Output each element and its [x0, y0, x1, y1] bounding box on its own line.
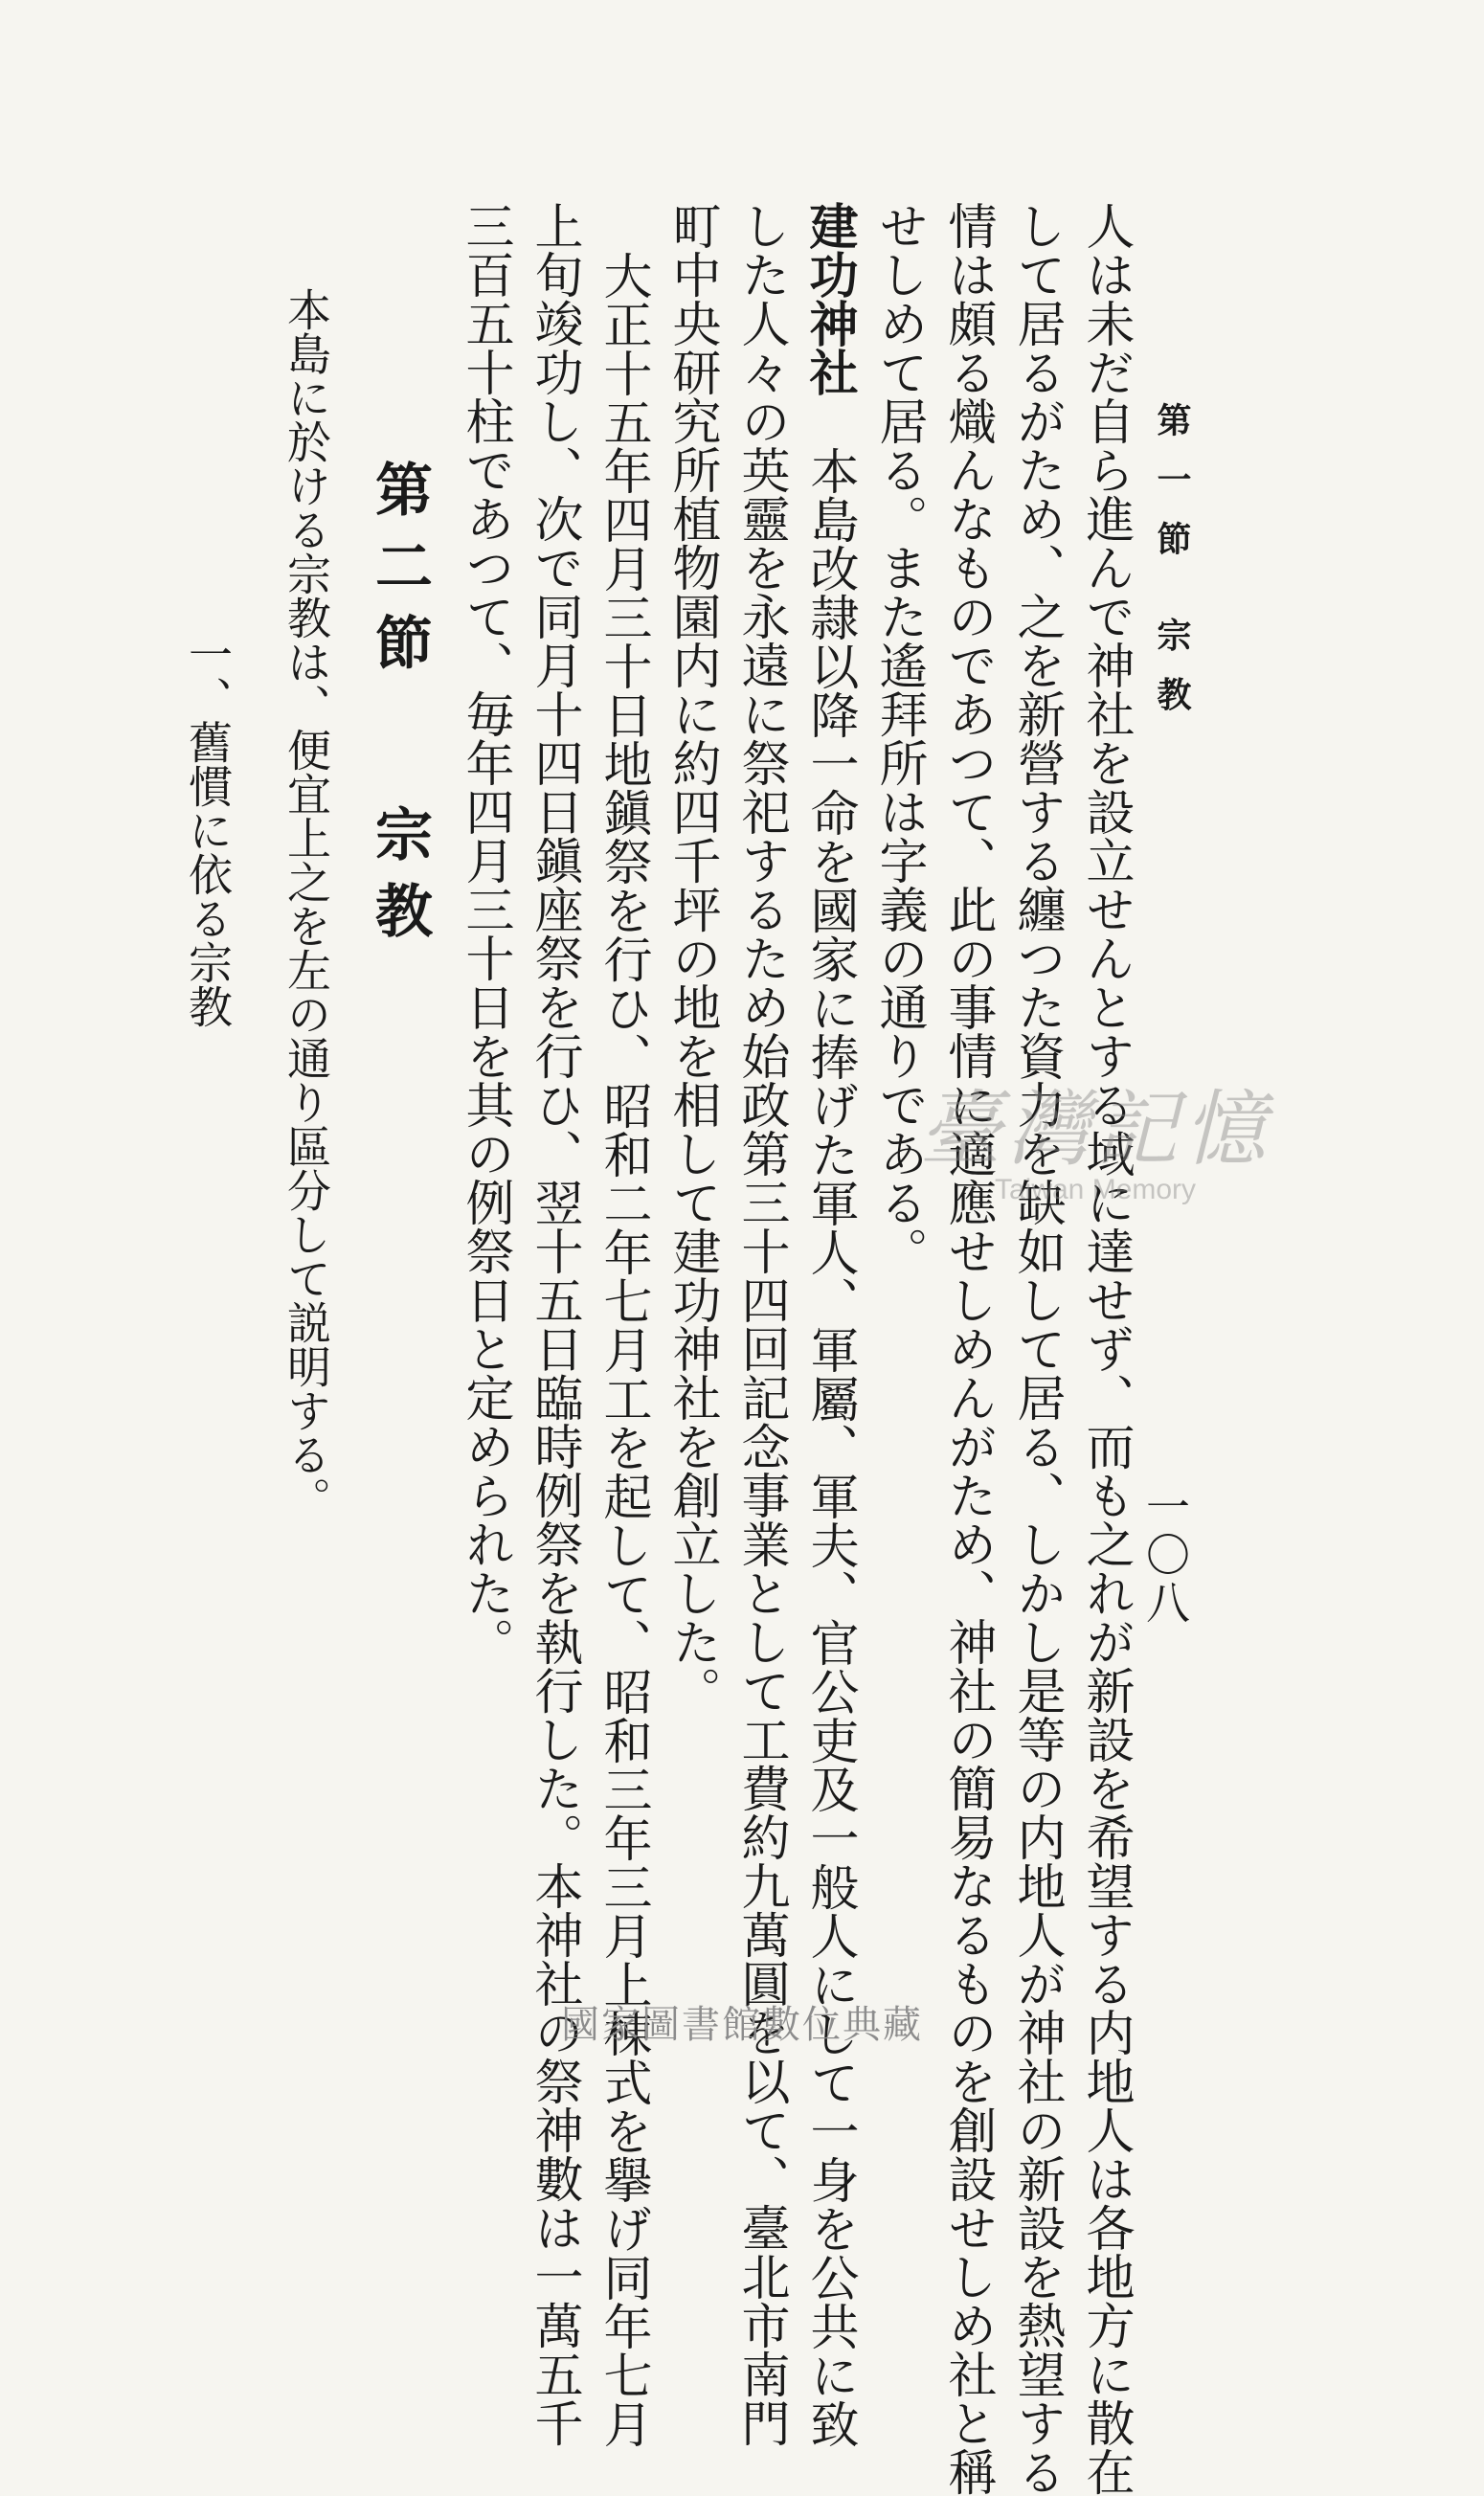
- running-head: 第一節 宗教: [1152, 402, 1192, 736]
- section2-subheading: 一、舊慣に依る宗教: [182, 632, 234, 1028]
- page-number: 一〇八: [1139, 1484, 1191, 1628]
- text-column: 情は頗る熾んなものであつて、此の事情に適應せしめんがため、神社の簡易なるものを創設せしめ社と稱: [939, 201, 996, 2496]
- footer-credit: 國家圖書館數位典藏: [561, 2003, 923, 2047]
- text-column: 大正十五年四月三十日地鎭祭を行ひ、昭和二年七月工を起して、昭和三年三月上棟式を擧げ同年七月: [595, 251, 651, 2448]
- section2-title: [358, 460, 440, 957]
- text-column: 三百五十柱であつて、毎年四月三十日を其の例祭日と定められた。: [457, 201, 513, 1666]
- section2-title-part2: 宗教: [366, 804, 433, 957]
- text-column: 町中央研究所植物園内に約四千坪の地を相して建功神社を創立した。: [663, 201, 720, 1715]
- section2-title-part1: 第二節: [366, 460, 433, 689]
- text-column: せしめて居る。また遙拜所は字義の通りである。: [870, 201, 927, 1275]
- watermark-logo: [919, 1063, 1271, 1206]
- text-column: 本島改隷以降一命を國家に捧げた軍人、軍屬、軍夫、官公吏及一般人にして一身を公共に致: [801, 446, 858, 2448]
- section-heading-column: [795, 201, 864, 2448]
- text-column: した人々の英靈を永遠に祭祀するため始政第三十四回記念事業として工費約九萬圓を以て、臺北市南門: [732, 201, 789, 2447]
- section2-intro: 本島に於ける宗教は、便宜上之を左の通り區分して説明する。: [281, 287, 332, 1520]
- watermark-en: Taiwan Memory: [994, 1174, 1197, 1205]
- text-column: 人は未だ自ら進んで神社を設立せんとする域に達せず、而も之れが新設を希望する内地人は各地方に散在: [1077, 201, 1134, 2496]
- text-column: して居るがため、之を新營する纏つた資力を缺如して居る、しかし是等の内地人が神社の新設を熱望する: [1008, 201, 1065, 2496]
- watermark-cjk: 臺灣記憶: [919, 1082, 1271, 1178]
- text-column: 上旬竣功し、次で同月十四日鎭座祭を行ひ、翌十五日臨時例祭を執行した。本神社の祭神數は一萬五千: [526, 201, 582, 2447]
- section-heading: 建功神社: [800, 201, 858, 396]
